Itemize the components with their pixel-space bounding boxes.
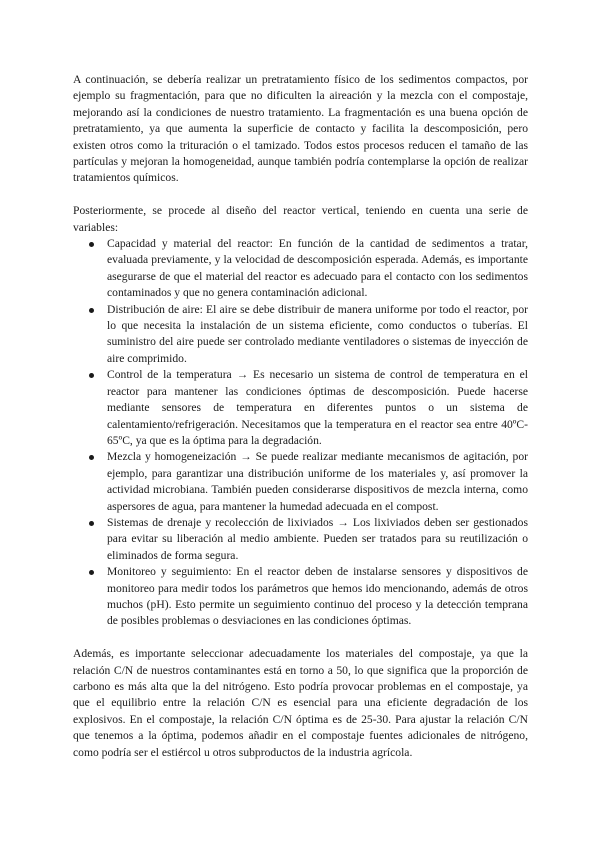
- paragraph-cn-ratio: Además, es importante seleccionar adecuadamente los materiales del compostaje, ya que la relación C/N de nuestros contaminantes está en torno a 50, lo que significa que la proporción de carbono es más alta que la del nitrógeno. Esto podría provocar problemas en el compostaje, ya que el equilibrio entre la relación C/N es esencial para una eficiente degradación de los explosivos. En el compostaje, la relación C/N óptima es de 25-30. Para ajustar la relación C/N que tenemos a la óptima, podemos añadir en el compostaje fuentes adicionales de nitrógeno, como podría ser el estiércol u otros subproductos de la industria agrícola.: [73, 647, 528, 759]
- list-item: [73, 449, 528, 515]
- paragraph-pretreatment: A continuación, se debería realizar un pretratamiento físico de los sedimentos compactos, por ejemplo su fragmentación, para que no dificulten la aireación y la mezcla con el compostaje, mejorando así la condiciones de nuestro tratamiento. La fragmentación es una buena opción de pretratamiento, ya que aumenta la superficie de contacto y facilita la descomposición, pero existen otros como la trituración o el tamizado. Todos estos procesos reducen el tamaño de las partículas y mejoran la homogeneidad, aunque también podría contemplarse la opción de realizar tratamientos químicos.: [73, 73, 528, 185]
- list-item: [73, 236, 528, 302]
- paragraph-spacer: [73, 630, 528, 646]
- reactor-variables-list: [73, 236, 528, 630]
- list-item-text: Monitoreo y seguimiento: En el reactor deben de instalarse sensores y dispositivos de monitoreo para medir todos los parámetros que hemos ido mencionando, además de otros muchos (pH). Esto permite un seguimiento continuo del proceso y la detección temprana de posibles problemas o desviaciones en las condiciones óptimas.: [107, 565, 528, 628]
- list-item-text: Sistemas de drenaje y recolección de lixiviados → Los lixiviados deben ser gestionados para evitar su liberación al medio ambiente. Pueden ser tratados para su reutilización o eliminados de forma segura.: [107, 515, 528, 562]
- list-item-text: Capacidad y material del reactor: En función de la cantidad de sedimentos a tratar, evaluada previamente, y la velocidad de descomposición esperada. Además, es importante asegurarse de que el material del reactor es adecuado para el contacto con los sedimentos contaminados y que no genera contaminación adicional.: [107, 237, 528, 300]
- list-item-text: Distribución de aire: El aire se debe distribuir de manera uniforme por todo el reactor, por lo que necesita la instalación de un sistema eficiente, como conductos o tuberías. El suministro del aire puede ser controlado mediante ventiladores o sistemas de inyección de aire comprimido.: [107, 302, 528, 365]
- document-body: [73, 72, 528, 761]
- list-item: [73, 367, 528, 449]
- bullet-icon: [89, 242, 94, 247]
- list-item-text: Mezcla y homogeneización → Se puede realizar mediante mecanismos de agitación, por ejemplo, para garantizar una distribución uniforme de los materiales y, así promover la actividad microbiana. También pueden considerarse dispositivos de mezcla interna, como aspersores de agua, para mantener la humedad adecuada en el compost.: [107, 450, 528, 513]
- bullet-icon: [89, 373, 94, 378]
- paragraph-reactor-intro: Posteriormente, se procede al diseño del reactor vertical, teniendo en cuenta una serie de variables:: [73, 204, 528, 234]
- list-item: [73, 302, 528, 368]
- bullet-icon: [89, 455, 94, 460]
- list-item: [73, 564, 528, 630]
- bullet-icon: [89, 521, 94, 526]
- list-item: [73, 515, 528, 564]
- bullet-icon: [89, 308, 94, 313]
- paragraph-spacer: [73, 187, 528, 203]
- bullet-icon: [89, 570, 94, 575]
- list-item-text: Control de la temperatura → Es necesario un sistema de control de temperatura en el reactor para mantener las condiciones óptimas de descomposición. Puede hacerse mediante sensores de temperatura en diferentes puntos o un sistema de calentamiento/refrigeración. Necesitamos que la temperatura en el reactor sea entre 40ºC-65ºC, ya que es la óptima para la degradación.: [107, 368, 528, 447]
